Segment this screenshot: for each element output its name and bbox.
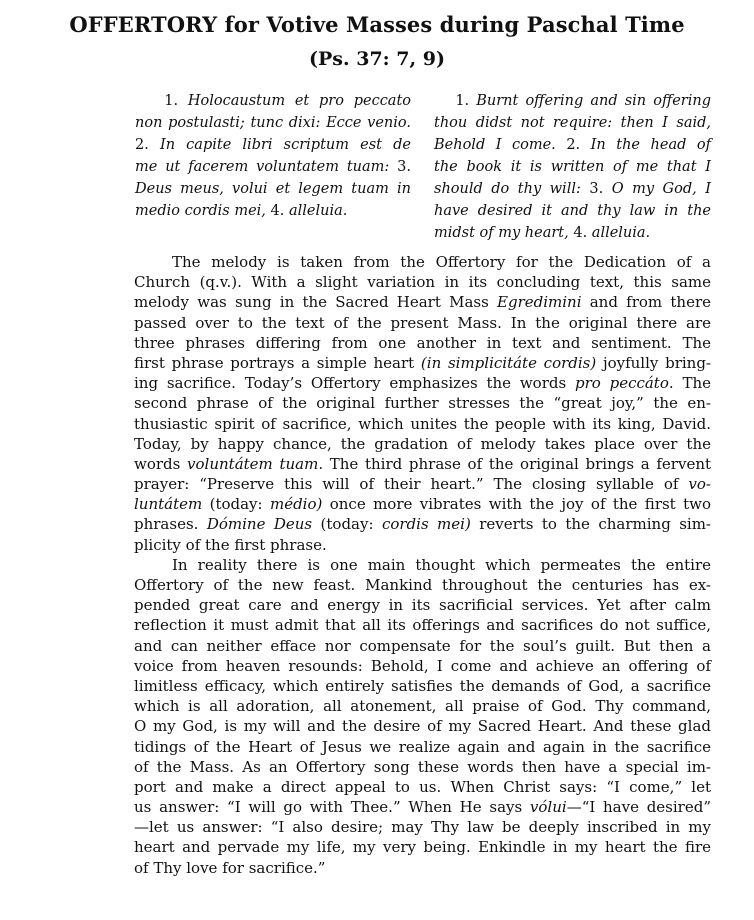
body-line: limitless efficacy, which entirely satisfies the demands of God, a sacrifice	[134, 676, 711, 695]
body-line: luntátem (today: médio) once more vibrates with the joy of the first two	[134, 495, 711, 514]
body-line: first phrase portrays a simple heart (in simplicitáte cordis) joyfully bring-	[134, 353, 711, 372]
english-line: midst of my heart, 4. alleluia.	[434, 225, 651, 241]
latin-text-column	[135, 90, 411, 222]
body-line: O my God, is my will and the desire of my Sacred Heart. And these glad	[134, 717, 711, 736]
english-line: the book it is written of me that I	[434, 159, 711, 175]
english-line: thou didst not require: then I said,	[434, 115, 711, 131]
body-line: second phrase of the original further stresses the “great joy,” the en-	[134, 394, 711, 413]
commentary-body	[134, 252, 711, 878]
psalm-reference: (Ps. 37: 7, 9)	[309, 48, 445, 70]
body-line: passed over to the text of the present Mass. In the original there are	[134, 313, 711, 332]
body-line: phrases. Dómine Deus (today: cordis mei) reverts to the charming sim-	[134, 515, 711, 534]
body-line: reflection it must admit that all its offerings and sacrifices do not suffice,	[134, 616, 711, 635]
body-line: us answer: “I will go with Thee.” When He says vólui—“I have desired”	[134, 798, 711, 817]
english-line: should do thy will: 3. O my God, I	[434, 181, 711, 197]
latin-line: 2. In capite libri scriptum est de	[135, 137, 411, 153]
english-line: have desired it and thy law in the	[434, 203, 711, 219]
body-line: tidings of the Heart of Jesus we realize again and again in the sacrifice	[134, 737, 711, 756]
body-line: thusiastic spirit of sacrifice, which unites the people with its king, David.	[134, 414, 711, 433]
body-line: heart and pervade my life, my very being. Enkindle in my heart the fire	[134, 838, 711, 857]
latin-line: Deus meus, volui et legem tuam in	[135, 181, 411, 197]
body-line: words voluntátem tuam. The third phrase of the original brings a fervent	[134, 454, 712, 473]
body-line: In reality there is one main thought which permeates the entire	[172, 555, 711, 574]
english-text-column	[434, 90, 711, 244]
body-line: melody was sung in the Sacred Heart Mass Egredimini and from there	[134, 293, 711, 312]
body-line: which is all adoration, all atonement, all praise of God. Thy command,	[134, 697, 711, 716]
body-line: three phrases differing from one another in text and sentiment. The	[134, 333, 711, 352]
body-line: of the Mass. As an Offertory song these words then have a special im-	[134, 757, 711, 776]
english-line: Behold I come. 2. In the head of	[434, 137, 711, 153]
body-line: and can neither efface nor compensate for the soul’s guilt. But then a	[134, 636, 711, 655]
latin-line: non postulasti; tunc dixi: Ecce venio.	[135, 115, 411, 131]
body-line: Today, by happy chance, the gradation of melody takes place over the	[134, 434, 711, 453]
latin-line: medio cordis mei, 4. alleluia.	[135, 203, 348, 219]
english-line: 1. Burnt offering and sin offering	[455, 93, 711, 109]
body-line: ing sacrifice. Today’s Offertory emphasizes the words pro peccáto. The	[134, 374, 711, 393]
page-title: OFFERTORY for Votive Masses during Paschal Time	[69, 12, 685, 37]
body-line: prayer: “Preserve this will of their heart.” The closing syllable of vo-	[134, 475, 711, 494]
body-line: The melody is taken from the Offertory for the Dedication of a	[172, 253, 711, 271]
body-line: of Thy love for sacrifice.”	[134, 858, 326, 877]
body-line: —let us answer: “I also desire; may Thy law be deeply inscribed in my	[134, 818, 711, 837]
body-line: Church (q.v.). With a slight variation in its concluding text, this same	[134, 273, 711, 292]
latin-line: 1. Holocaustum et pro peccato	[164, 93, 412, 109]
body-line: Offertory of the new feast. Mankind throughout the centuries has ex-	[134, 576, 711, 594]
latin-line: me ut facerem voluntatem tuam: 3.	[135, 159, 411, 175]
body-line: plicity of the first phrase.	[134, 535, 327, 554]
body-line: port and make a direct appeal to us. When Christ says: “I come,” let	[134, 777, 711, 796]
body-line: voice from heaven resounds: Behold, I come and achieve an offering of	[134, 656, 711, 675]
body-line: pended great care and energy in its sacrificial services. Yet after calm	[134, 596, 711, 615]
